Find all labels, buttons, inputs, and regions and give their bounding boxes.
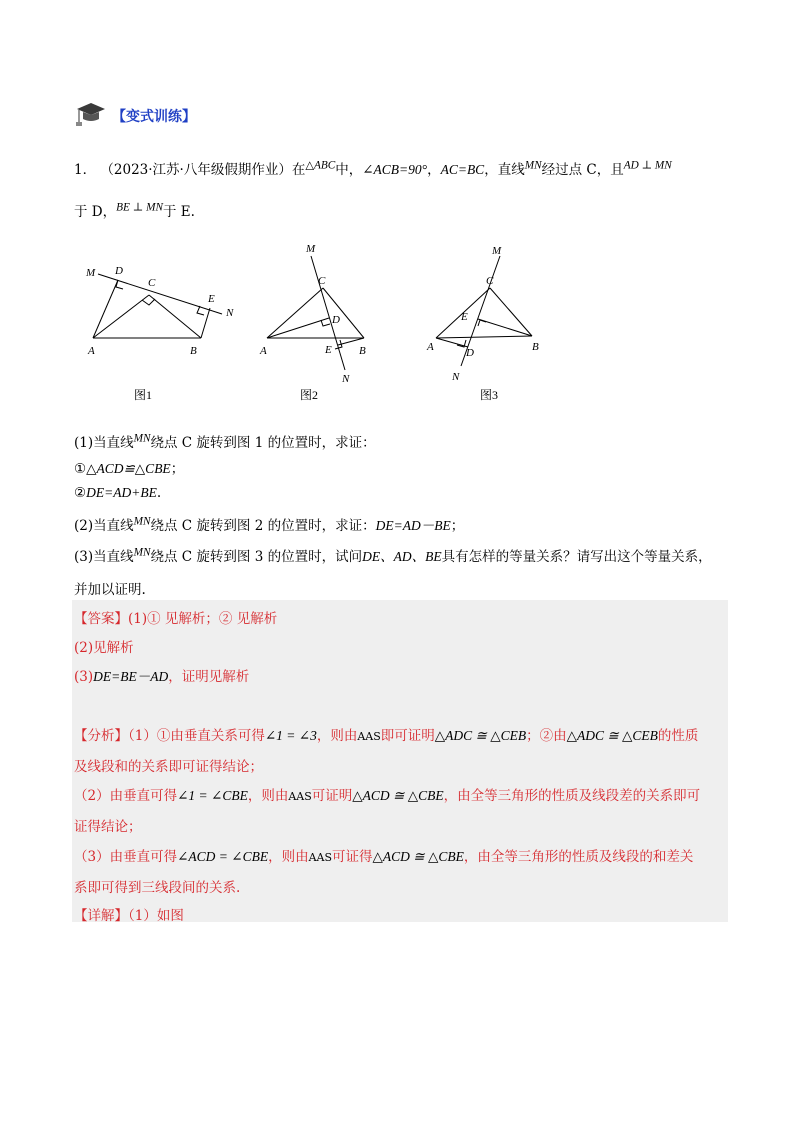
- fig3-label-n: N: [452, 371, 460, 383]
- fig1-caption: 图1: [134, 388, 153, 402]
- text: ，直线: [484, 162, 525, 178]
- fig1-line-mn: [98, 274, 222, 314]
- text: 绕点 C 旋转到图 2 的位置时，求证：: [150, 518, 376, 534]
- fig2-ad: [267, 318, 329, 338]
- segments: DE、AD、BE: [362, 549, 442, 564]
- fig1-label-n: N: [226, 307, 234, 319]
- fig1-be: [201, 308, 210, 338]
- analysis-line-1: [74, 724, 698, 744]
- text: 中，: [335, 162, 363, 178]
- fig3-ab: [436, 336, 532, 338]
- fig2-be: [338, 338, 364, 345]
- line-mn: MN: [133, 432, 151, 445]
- fig1-label-d: D: [115, 265, 123, 277]
- text: ，证明见解析: [168, 669, 250, 685]
- text: ，则由: [247, 788, 289, 804]
- aas: AAS: [308, 851, 333, 864]
- text: ，由全等三角形的性质及线段的和差关: [463, 849, 694, 865]
- text: 系即可得到三线段间的关系.: [74, 880, 241, 896]
- fig2-label-n: N: [342, 373, 350, 385]
- answer-1: (1)① 见解析；② 见解析: [128, 611, 278, 627]
- text: 及线段和的关系即可证得结论；: [74, 759, 263, 775]
- text: 于 D，: [74, 204, 117, 220]
- analysis-line-5: [74, 845, 693, 865]
- angle-eq: ∠1 = ∠3: [264, 728, 317, 743]
- text: 于 E.: [162, 204, 195, 220]
- text: 绕点 C 旋转到图 1 的位置时，求证：: [150, 435, 376, 451]
- figure-1: [93, 274, 222, 338]
- text: 并加以证明.: [74, 582, 146, 598]
- fig3-label-d: D: [466, 347, 474, 359]
- fig2-caption: 图2: [300, 388, 319, 402]
- fig1-label-a: A: [88, 345, 95, 357]
- line-mn: MN: [133, 546, 151, 559]
- fig2-label-m: M: [306, 243, 316, 255]
- problem-line-2: [74, 200, 195, 220]
- text: ②: [74, 485, 87, 501]
- question-3: [74, 545, 712, 565]
- ad-perp-mn: AD ⊥ MN: [623, 159, 672, 172]
- fig3-right-angle-d: [457, 340, 466, 347]
- text: 证得结论；: [74, 819, 142, 835]
- congruence: △ADC ≅ △CEB: [434, 728, 527, 743]
- text: (2)当直线: [74, 518, 134, 534]
- answer-line-3: [74, 665, 249, 685]
- text: (1)当直线: [74, 435, 134, 451]
- problem-source: （2023·江苏·八年级假期作业）在: [100, 162, 306, 178]
- fig1-ac: [93, 295, 149, 338]
- text: .: [156, 485, 162, 501]
- fig1-cb: [149, 295, 201, 338]
- fig2-label-c: C: [318, 275, 326, 287]
- fig1-ad: [93, 280, 118, 338]
- fig2-right-angle-d: [321, 320, 330, 326]
- fig1-label-m: M: [86, 267, 96, 279]
- fig3-label-c: C: [486, 275, 494, 287]
- detail-line: [74, 904, 184, 924]
- equation: DE=AD－BE: [375, 518, 451, 533]
- fig1-label-b: B: [190, 345, 197, 357]
- triangle-name: △ABC: [305, 159, 336, 172]
- section-header: [74, 102, 196, 130]
- text: （1）①由垂直关系可得: [128, 728, 265, 744]
- figures: [80, 236, 740, 412]
- text: （3）由垂直可得: [74, 849, 178, 865]
- text: ；: [170, 461, 185, 477]
- answer-line-2: [74, 636, 134, 656]
- congruence: △ACD ≅ △CBE: [352, 788, 444, 803]
- congruence: △ACD≌△CBE: [86, 461, 171, 476]
- fig3-label-e: E: [461, 311, 468, 323]
- analysis-line-6: [74, 876, 240, 896]
- section-title: 【变式训练】: [112, 109, 196, 125]
- figure-3: [436, 256, 532, 366]
- answer-line-1: [74, 607, 277, 627]
- aas: AAS: [357, 730, 381, 743]
- fig3-ad: [436, 338, 468, 347]
- problem-line-1: [74, 158, 672, 178]
- text: 的性质: [657, 728, 699, 744]
- text: ，则由: [316, 728, 358, 744]
- question-3-line-2: [74, 578, 146, 598]
- detail-text: （1）如图: [128, 908, 184, 924]
- fig2-cb: [323, 288, 364, 338]
- answer-label: 【答案】: [74, 611, 128, 627]
- question-1: [74, 431, 376, 451]
- text: ，则由: [268, 849, 309, 865]
- fig2-label-b: B: [359, 345, 366, 357]
- text: (3): [74, 669, 94, 685]
- text: 可证明: [311, 788, 353, 804]
- graduation-cap-icon: [74, 101, 108, 131]
- fig2-label-e: E: [325, 344, 332, 356]
- line-mn: MN: [133, 515, 151, 528]
- text: ；②由: [526, 728, 567, 744]
- geometry-figures: [80, 236, 740, 412]
- figure-2: [267, 256, 364, 370]
- fig1-right-angle-c: [142, 299, 155, 305]
- problem-number: 1．: [74, 162, 97, 178]
- fig3-cb: [490, 288, 532, 336]
- aas: AAS: [288, 790, 312, 803]
- angle-acb: ∠ACB=90°: [362, 162, 428, 177]
- analysis-line-4: [74, 815, 142, 835]
- fig3-label-m: M: [492, 245, 502, 257]
- text: （2）由垂直可得: [74, 788, 178, 804]
- figure-2-labels: [259, 243, 366, 385]
- fig3-label-b: B: [532, 341, 539, 353]
- congruence: △ACD ≅ △CBE: [372, 849, 464, 864]
- answer-2: (2)见解析: [74, 640, 134, 656]
- question-1b: [74, 485, 161, 501]
- fig1-label-e: E: [208, 293, 215, 305]
- fig3-caption: 图3: [480, 388, 499, 402]
- text: ，: [427, 162, 441, 178]
- ac-equals-bc: AC=BC: [440, 162, 485, 177]
- text: 绕点 C 旋转到图 3 的位置时，试问: [150, 549, 363, 565]
- analysis-line-3: [74, 784, 700, 804]
- text: ，由全等三角形的性质及线段差的关系即可: [443, 788, 701, 804]
- fig1-label-c: C: [148, 277, 156, 289]
- text: 可证得: [332, 849, 373, 865]
- detail-label: 【详解】: [74, 908, 128, 924]
- fig3-label-a: A: [427, 341, 434, 353]
- text: ①: [74, 461, 87, 477]
- line-mn: MN: [524, 159, 542, 172]
- angle-eq: ∠1 = ∠CBE: [177, 788, 248, 803]
- question-2: [74, 514, 464, 534]
- angle-eq: ∠ACD = ∠CBE: [177, 849, 269, 864]
- fig2-label-d: D: [332, 314, 340, 326]
- fig2-ac: [267, 288, 323, 338]
- answer-3-equation: DE=BE－AD: [93, 669, 169, 684]
- text: (3)当直线: [74, 549, 134, 565]
- question-1a: [74, 457, 184, 477]
- text: ；: [450, 518, 465, 534]
- analysis-label: 【分析】: [74, 728, 128, 744]
- be-perp-mn: BE ⊥ MN: [116, 201, 163, 214]
- fig2-label-a: A: [260, 345, 267, 357]
- text: 具有怎样的等量关系？请写出这个等量关系，: [441, 549, 712, 565]
- text: 即可证明: [380, 728, 435, 744]
- text: 经过点 C，且: [541, 162, 624, 178]
- figure-3-labels: [426, 245, 539, 383]
- congruence: △ADC ≅ △CEB: [566, 728, 658, 743]
- analysis-line-2: [74, 755, 263, 775]
- equation: DE=AD+BE: [86, 485, 157, 500]
